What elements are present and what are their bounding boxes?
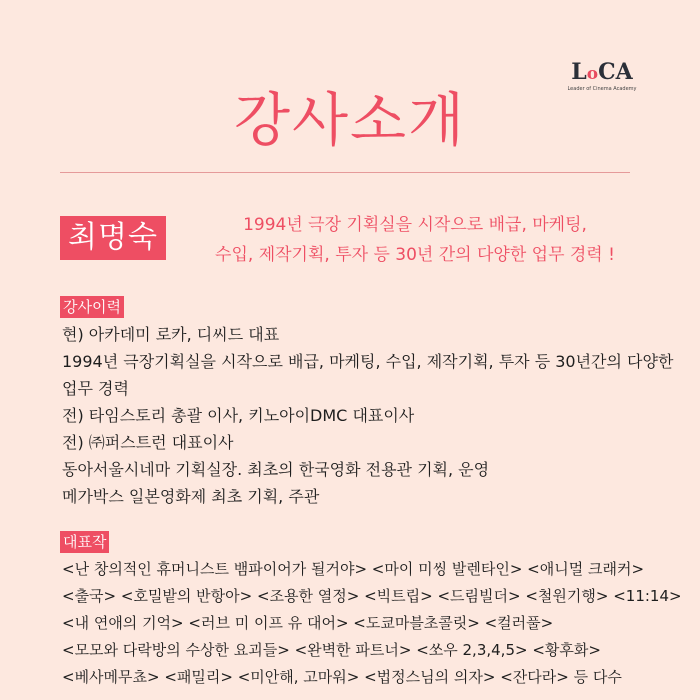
intro-line-1: 1994년 극장 기획실을 시작으로 배급, 마케팅, [243, 215, 587, 235]
logo-mark: LoCA [571, 59, 633, 85]
intro-line-2: 수입, 제작기획, 투자 등 30년 간의 다양한 업무 경력 ! [215, 245, 615, 265]
career-item: 동아서울시네마 기획실장. 최초의 한국영화 전용관 기획, 운영 [62, 460, 490, 479]
career-item: 전) ㈜퍼스트런 대표이사 [62, 433, 234, 452]
works-line: <내 연애의 기억> <러브 미 이프 유 대어> <도쿄마블초콜릿> <컬러풀> [62, 614, 554, 632]
career-item: 현) 아카데미 로카, 디씨드 대표 [62, 325, 280, 344]
works-line: <출국> <호밀밭의 반항아> <조용한 열정> <빅트립> <드림빌더> <철원기행> <11:14> [62, 587, 682, 605]
career-section-label: 강사이력 [60, 296, 124, 318]
career-item: 1994년 극장기획실을 시작으로 배급, 마케팅, 수입, 제작기획, 투자 등 30년간의 다양한 업무 경력 [62, 352, 674, 398]
works-list [62, 556, 692, 691]
career-item: 메가박스 일본영화제 최초 기획, 주관 [62, 487, 320, 506]
works-line: <베사메무쵸> <패밀리> <미안해, 고마워> <법정스님의 의자> <잔다라> 등 다수 [62, 668, 622, 686]
works-line: <난 창의적인 휴머니스트 뱀파이어가 될거야> <마이 미씽 발렌타인> <애니멀 크래커> [62, 560, 645, 578]
works-section-label: 대표작 [60, 531, 109, 553]
logo-tagline: Leader of Cinema Academy [567, 86, 637, 92]
instructor-intro [180, 210, 650, 270]
page-title: 강사소개 [233, 86, 467, 154]
instructor-name-badge: 최명숙 [60, 216, 166, 260]
title-divider [60, 172, 630, 173]
works-line: <모모와 다락방의 수상한 요괴들> <완벽한 파트너> <쏘우 2,3,4,5> <황후화> [62, 641, 601, 659]
career-list [62, 321, 692, 510]
career-item: 전) 타임스토리 총괄 이사, 키노아이DMC 대표이사 [62, 406, 415, 425]
